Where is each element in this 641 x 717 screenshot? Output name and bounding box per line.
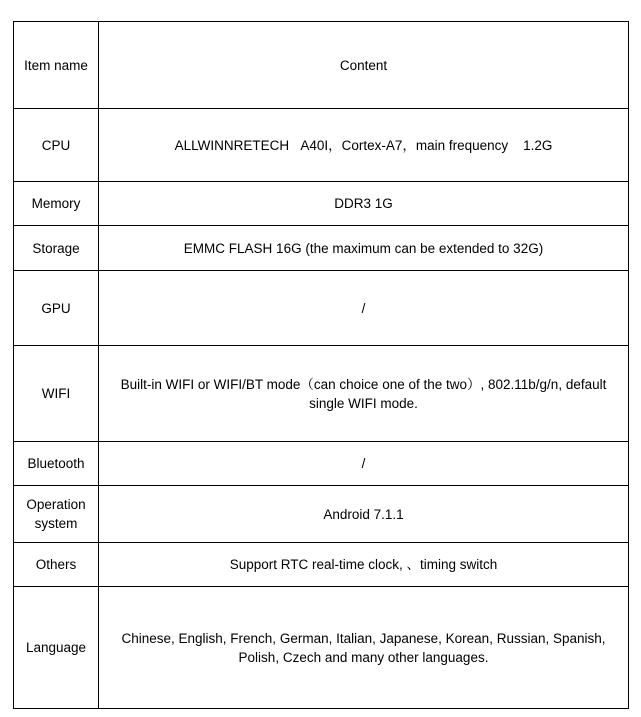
item-name-cell: Bluetooth [14,442,99,486]
content-cell: Built-in WIFI or WIFI/BT mode（can choice one of the two）, 802.11b/g/n, default single WIFI mode. [99,346,629,442]
item-name-cell: CPU [14,109,99,182]
item-name-cell: GPU [14,271,99,346]
table-header-row [14,22,629,109]
content-cell: Support RTC real-time clock, 、timing switch [99,543,629,587]
item-name-cell: Operation system [14,486,99,543]
content-cell: Chinese, English, French, German, Italian, Japanese, Korean, Russian, Spanish, Polish, Czech and many other languages. [99,587,629,709]
spec-table [13,21,629,709]
table-row-bluetooth [14,442,629,486]
table-row-others [14,543,629,587]
content-cell: DDR3 1G [99,182,629,226]
table-row-language [14,587,629,709]
header-item-name: Item name [14,22,99,109]
table-row-memory [14,182,629,226]
table-row-wifi [14,346,629,442]
content-cell: / [99,271,629,346]
item-name-cell: WIFI [14,346,99,442]
item-name-cell: Storage [14,226,99,271]
table-row-cpu [14,109,629,182]
table-row-operation-system [14,486,629,543]
item-name-cell: Language [14,587,99,709]
content-cell: Android 7.1.1 [99,486,629,543]
table-row-gpu [14,271,629,346]
content-cell: / [99,442,629,486]
table-row-storage [14,226,629,271]
header-content: Content [99,22,629,109]
content-cell: ALLWINNRETECH A40I，Cortex-A7，main frequency 1.2G [99,109,629,182]
item-name-cell: Others [14,543,99,587]
content-cell: EMMC FLASH 16G (the maximum can be extended to 32G) [99,226,629,271]
item-name-cell: Memory [14,182,99,226]
